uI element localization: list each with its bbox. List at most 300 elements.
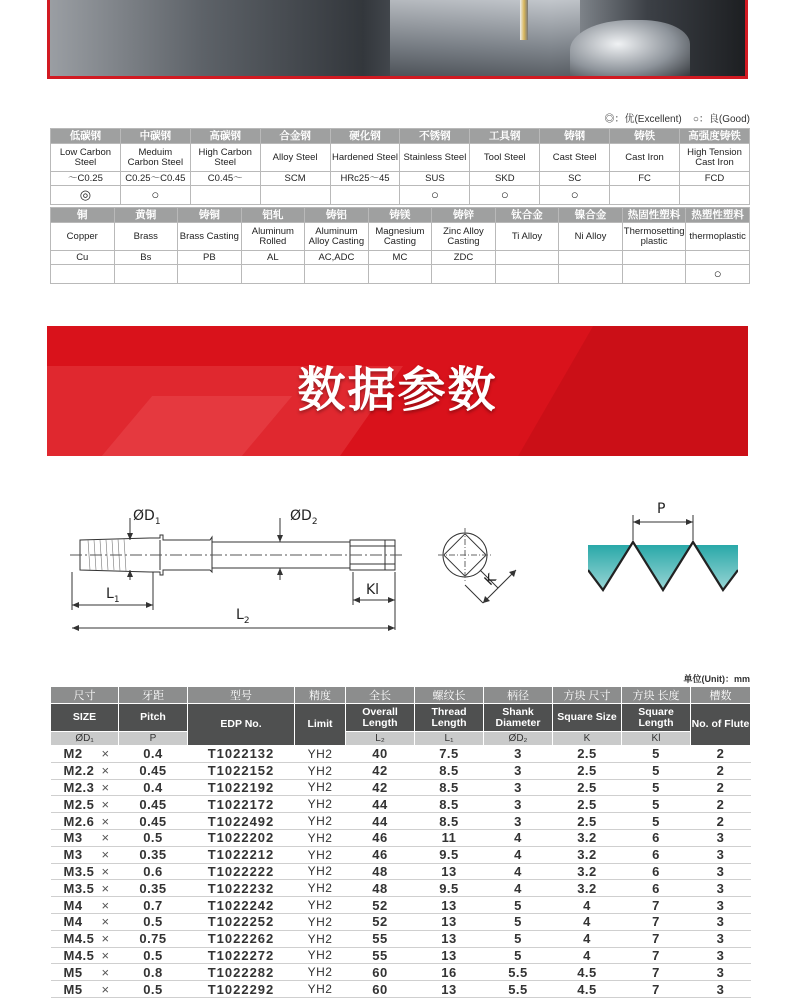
cell-pitch: 0.8 [119,964,188,981]
cell-flute: 2 [691,746,751,763]
label-l1: $L_1$ [106,586,120,605]
cell-square-length: 6 [622,880,691,897]
cell-shank-diameter: 4 [484,863,553,880]
cell-edp: T1022242 [188,897,295,914]
material-cn-cell: 铸铜 [178,208,242,223]
cell-thread-length: 13 [415,947,484,964]
cell-thread-length: 16 [415,964,484,981]
header-en-limit: Limit [295,704,346,746]
thread-pitch-drawing [588,500,738,630]
material-en-cell: Ni Alloy [559,223,623,251]
material-code-cell: Cu [51,251,115,265]
material-en-cell: Low Carbon Steel [51,144,121,172]
cell-limit: YH2 [295,930,346,947]
material-en-cell: High Tension Cast Iron [680,144,750,172]
material-code-cell: C0.45～ [190,172,260,186]
material-en-cell: Hardened Steel [330,144,400,172]
cell-flute: 2 [691,762,751,779]
material-en-cell: Aluminum Rolled [241,223,305,251]
cell-square-length: 5 [622,813,691,830]
spec-row [51,846,751,863]
material-cn-cell: 合金钢 [260,129,330,144]
cell-pitch: 0.35 [119,846,188,863]
header-en-l2: Overall Length [346,704,415,732]
material-code-cell [622,251,686,265]
header-en-d2: Shank Diameter [484,704,553,732]
cell-overall-length: 42 [346,762,415,779]
excellent-symbol: ◎ [604,114,615,125]
cell-flute: 2 [691,813,751,830]
cell-pitch: 0.7 [119,897,188,914]
cell-flute: 3 [691,947,751,964]
material-cn-cell: 低碳钢 [51,129,121,144]
unit-label: 单位(Unit)：mm [683,674,750,684]
material-legend [560,110,750,125]
material-en-cell: Alloy Steel [260,144,330,172]
cell-times: × [93,829,119,846]
cell-flute: 3 [691,913,751,930]
material-rating-cell: ○ [120,186,190,205]
cell-pitch: 0.35 [119,880,188,897]
header-cn-flute: 槽数 [691,687,751,704]
header-en-l1: Thread Length [415,704,484,732]
cell-pitch: 0.45 [119,813,188,830]
cell-times: × [93,913,119,930]
cell-pitch: 0.45 [119,762,188,779]
material-rating-cell [680,186,750,205]
material-cn-cell: 热塑性塑料 [686,208,750,223]
cell-thread-length: 8.5 [415,796,484,813]
cell-size: M3.5 [51,880,93,897]
spec-table [50,686,751,998]
cell-edp: T1022232 [188,880,295,897]
material-cn-cell: 硬化钢 [330,129,400,144]
material-en-cell: Meduim Carbon Steel [120,144,190,172]
cell-flute: 2 [691,796,751,813]
cell-limit: YH2 [295,897,346,914]
cell-square-length: 7 [622,913,691,930]
material-table-bottom [50,207,750,284]
cell-shank-diameter: 5 [484,897,553,914]
cell-shank-diameter: 3 [484,813,553,830]
cell-edp: T1022272 [188,947,295,964]
header-cn-edp: 型号 [188,687,295,704]
cell-overall-length: 60 [346,964,415,981]
spec-row [51,947,751,964]
cell-thread-length: 7.5 [415,746,484,763]
cell-square-size: 3.2 [553,863,622,880]
material-code-cell: SC [540,172,610,186]
material-cn-cell: 铜 [51,208,115,223]
cell-shank-diameter: 5 [484,913,553,930]
spec-row [51,913,751,930]
cell-square-size: 2.5 [553,762,622,779]
spec-row [51,746,751,763]
cell-square-size: 2.5 [553,796,622,813]
cell-thread-length: 9.5 [415,880,484,897]
cell-pitch: 0.5 [119,947,188,964]
label-l2: $L_2$ [236,607,250,626]
cell-overall-length: 48 [346,880,415,897]
spec-row [51,863,751,880]
label-k: K [481,571,500,589]
cell-edp: T1022202 [188,829,295,846]
material-rating-cell [114,265,178,284]
cell-square-size: 4 [553,897,622,914]
material-cn-cell: 黄铜 [114,208,178,223]
cell-square-length: 7 [622,981,691,998]
material-cn-cell: 镍合金 [559,208,623,223]
material-cn-cell: 中碳钢 [120,129,190,144]
cell-flute: 3 [691,863,751,880]
material-code-cell: FC [610,172,680,186]
material-rating-cell [622,265,686,284]
cell-size: M2.3 [51,779,93,796]
cell-times: × [93,746,119,763]
cell-shank-diameter: 5.5 [484,964,553,981]
material-rating-cell: ◎ [51,186,121,205]
header-sym-l1: L₁ [415,732,484,746]
cell-edp: T1022132 [188,746,295,763]
material-rating-cell: ○ [400,186,470,205]
cell-edp: T1022262 [188,930,295,947]
header-sym-k: K [553,732,622,746]
cell-pitch: 0.4 [119,746,188,763]
label-d2: $ØD_2$ [290,508,318,527]
cell-overall-length: 46 [346,846,415,863]
excellent-text: ：优(Excellent) [614,114,682,125]
cell-overall-length: 46 [346,829,415,846]
cell-square-size: 3.2 [553,829,622,846]
material-code-cell: ZDC [432,251,496,265]
spec-row [51,796,751,813]
cell-thread-length: 8.5 [415,779,484,796]
material-code-cell: AL [241,251,305,265]
material-cn-cell: 铝轧 [241,208,305,223]
cell-shank-diameter: 5 [484,947,553,964]
material-rating-cell: ○ [686,265,750,284]
material-en-cell: Zinc Alloy Casting [432,223,496,251]
material-rating-cell [260,186,330,205]
cell-square-size: 3.2 [553,846,622,863]
spec-row [51,880,751,897]
material-en-cell: Magnesium Casting [368,223,432,251]
cell-limit: YH2 [295,863,346,880]
material-code-cell: FCD [680,172,750,186]
header-cn-d2: 柄径 [484,687,553,704]
header-en-edp: EDP No. [188,704,295,746]
material-rating-cell [178,265,242,284]
cell-thread-length: 11 [415,829,484,846]
cell-shank-diameter: 3 [484,746,553,763]
cell-flute: 3 [691,897,751,914]
header-cn-l2: 全长 [346,687,415,704]
spec-row [51,930,751,947]
spec-row [51,897,751,914]
cell-thread-length: 13 [415,981,484,998]
header-en-flute: No. of Flute [691,704,751,746]
material-en-cell: Thermosetting plastic [622,223,686,251]
header-en-kl: Square Length [622,704,691,732]
cell-flute: 3 [691,880,751,897]
cell-size: M3 [51,829,93,846]
material-code-cell: MC [368,251,432,265]
header-sym-d2: ØD₂ [484,732,553,746]
cell-size: M4 [51,897,93,914]
cell-times: × [93,880,119,897]
cell-shank-diameter: 4 [484,846,553,863]
material-rating-cell [51,265,115,284]
label-d1: $ØD_1$ [133,508,161,527]
cell-edp: T1022292 [188,981,295,998]
cell-size: M5 [51,964,93,981]
cell-edp: T1022212 [188,846,295,863]
material-rating-cell [495,265,559,284]
cell-square-length: 7 [622,964,691,981]
material-en-cell: Brass [114,223,178,251]
section-banner [47,326,748,456]
cell-limit: YH2 [295,913,346,930]
banner-title: 数据参数 [297,364,498,417]
material-cn-cell: 高碳钢 [190,129,260,144]
header-sym-l2: L₂ [346,732,415,746]
label-kl: Kl [366,582,380,598]
cell-size: M2.5 [51,796,93,813]
cell-thread-length: 13 [415,863,484,880]
header-cn-pitch: 牙距 [119,687,188,704]
cell-shank-diameter: 4 [484,880,553,897]
cell-limit: YH2 [295,762,346,779]
cell-thread-length: 13 [415,897,484,914]
cell-flute: 3 [691,981,751,998]
cell-pitch: 0.5 [119,981,188,998]
material-en-cell: Cast Iron [610,144,680,172]
cell-overall-length: 55 [346,930,415,947]
material-code-cell [495,251,559,265]
cell-times: × [93,981,119,998]
cell-square-size: 4.5 [553,964,622,981]
material-cn-cell: 铸铝 [305,208,369,223]
cell-pitch: 0.5 [119,829,188,846]
cell-thread-length: 9.5 [415,846,484,863]
cell-pitch: 0.4 [119,779,188,796]
material-en-cell: Stainless Steel [400,144,470,172]
cell-size: M4.5 [51,947,93,964]
cell-edp: T1022222 [188,863,295,880]
cell-square-size: 2.5 [553,746,622,763]
cell-times: × [93,846,119,863]
cell-square-size: 4.5 [553,981,622,998]
material-cn-cell: 铸铁 [610,129,680,144]
cell-thread-length: 13 [415,913,484,930]
header-cn-size: 尺寸 [51,687,119,704]
cell-limit: YH2 [295,829,346,846]
material-en-cell: High Carbon Steel [190,144,260,172]
material-rating-cell [368,265,432,284]
material-code-cell: SKD [470,172,540,186]
cell-times: × [93,863,119,880]
cell-pitch: 0.75 [119,930,188,947]
header-en-pitch: Pitch [119,704,188,732]
cell-square-length: 7 [622,947,691,964]
cell-shank-diameter: 3 [484,796,553,813]
cell-limit: YH2 [295,813,346,830]
tap-dimension-drawing [50,500,410,635]
spec-row [51,762,751,779]
cell-pitch: 0.45 [119,796,188,813]
cell-square-length: 5 [622,762,691,779]
cell-square-size: 4 [553,913,622,930]
cell-shank-diameter: 5.5 [484,981,553,998]
material-code-cell: HRc25～45 [330,172,400,186]
cell-limit: YH2 [295,846,346,863]
cell-times: × [93,930,119,947]
material-en-cell: Brass Casting [178,223,242,251]
cell-edp: T1022282 [188,964,295,981]
cell-shank-diameter: 5 [484,930,553,947]
material-en-cell: Cast Steel [540,144,610,172]
header-cn-k: 方块 尺寸 [553,687,622,704]
header-sym-kl: Kl [622,732,691,746]
cell-square-size: 4 [553,930,622,947]
cell-size: M3 [51,846,93,863]
material-rating-cell [559,265,623,284]
cell-shank-diameter: 3 [484,779,553,796]
cell-times: × [93,947,119,964]
material-cn-cell: 铸钢 [540,129,610,144]
material-en-cell: Tool Steel [470,144,540,172]
cell-overall-length: 42 [346,779,415,796]
cell-times: × [93,964,119,981]
material-code-cell: SCM [260,172,330,186]
material-cn-cell: 工具钢 [470,129,540,144]
material-rating-cell: ○ [470,186,540,205]
good-symbol: ○ [692,114,699,125]
cell-thread-length: 8.5 [415,762,484,779]
cell-square-length: 5 [622,746,691,763]
cell-square-length: 6 [622,863,691,880]
material-code-cell: Bs [114,251,178,265]
cell-pitch: 0.5 [119,913,188,930]
cell-flute: 2 [691,779,751,796]
header-sym-pitch: P [119,732,188,746]
material-rating-cell [330,186,400,205]
cell-square-length: 7 [622,930,691,947]
material-rating-cell [305,265,369,284]
cell-edp: T1022252 [188,913,295,930]
material-code-cell: SUS [400,172,470,186]
cell-limit: YH2 [295,779,346,796]
cell-size: M2 [51,746,93,763]
material-rating-cell: ○ [540,186,610,205]
spec-row [51,964,751,981]
cell-limit: YH2 [295,796,346,813]
good-text: ：良(Good) [698,114,750,125]
cell-overall-length: 52 [346,913,415,930]
cell-square-length: 6 [622,846,691,863]
cell-edp: T1022492 [188,813,295,830]
header-en-k: Square Size [553,704,622,732]
spec-row [51,779,751,796]
spec-row [51,981,751,998]
cell-overall-length: 60 [346,981,415,998]
material-code-cell: PB [178,251,242,265]
cell-edp: T1022172 [188,796,295,813]
header-cn-l1: 螺纹长 [415,687,484,704]
header-sym-size: ØD₁ [51,732,119,746]
cell-overall-length: 48 [346,863,415,880]
material-en-cell: Copper [51,223,115,251]
material-code-cell [559,251,623,265]
material-cn-cell: 热固性塑料 [622,208,686,223]
cell-size: M3.5 [51,863,93,880]
material-cn-cell: 铸锌 [432,208,496,223]
cell-square-length: 6 [622,829,691,846]
cell-edp: T1022192 [188,779,295,796]
material-en-cell: Ti Alloy [495,223,559,251]
cell-square-size: 2.5 [553,779,622,796]
cell-square-size: 3.2 [553,880,622,897]
cell-size: M5 [51,981,93,998]
cell-limit: YH2 [295,880,346,897]
hero-photo [47,0,748,79]
material-en-cell: Aluminum Alloy Casting [305,223,369,251]
header-cn-limit: 精度 [295,687,346,704]
spec-row [51,829,751,846]
material-code-cell: C0.25～C0.45 [120,172,190,186]
cell-square-size: 4 [553,947,622,964]
cell-times: × [93,762,119,779]
cell-size: M4 [51,913,93,930]
cell-square-length: 7 [622,897,691,914]
cell-size: M2.6 [51,813,93,830]
cell-limit: YH2 [295,981,346,998]
cell-pitch: 0.6 [119,863,188,880]
cell-flute: 3 [691,964,751,981]
material-code-cell: AC,ADC [305,251,369,265]
material-rating-cell [432,265,496,284]
material-rating-cell [610,186,680,205]
cell-thread-length: 13 [415,930,484,947]
cell-overall-length: 44 [346,796,415,813]
spec-row [51,813,751,830]
cell-overall-length: 44 [346,813,415,830]
material-rating-cell [190,186,260,205]
material-code-cell [686,251,750,265]
cell-times: × [93,813,119,830]
cell-edp: T1022152 [188,762,295,779]
cell-flute: 3 [691,930,751,947]
material-en-cell: thermoplastic [686,223,750,251]
material-code-cell: ～C0.25 [51,172,121,186]
header-cn-kl: 方块 长度 [622,687,691,704]
cell-square-length: 5 [622,796,691,813]
material-cn-cell: 铸镁 [368,208,432,223]
cell-flute: 3 [691,829,751,846]
material-cn-cell: 不锈钢 [400,129,470,144]
cell-limit: YH2 [295,746,346,763]
cell-square-length: 5 [622,779,691,796]
cell-thread-length: 8.5 [415,813,484,830]
cell-shank-diameter: 3 [484,762,553,779]
cell-times: × [93,796,119,813]
material-rating-cell [241,265,305,284]
header-en-size: SIZE [51,704,119,732]
cell-square-size: 2.5 [553,813,622,830]
cell-overall-length: 55 [346,947,415,964]
material-cn-cell: 钛合金 [495,208,559,223]
square-section-drawing [428,520,528,620]
